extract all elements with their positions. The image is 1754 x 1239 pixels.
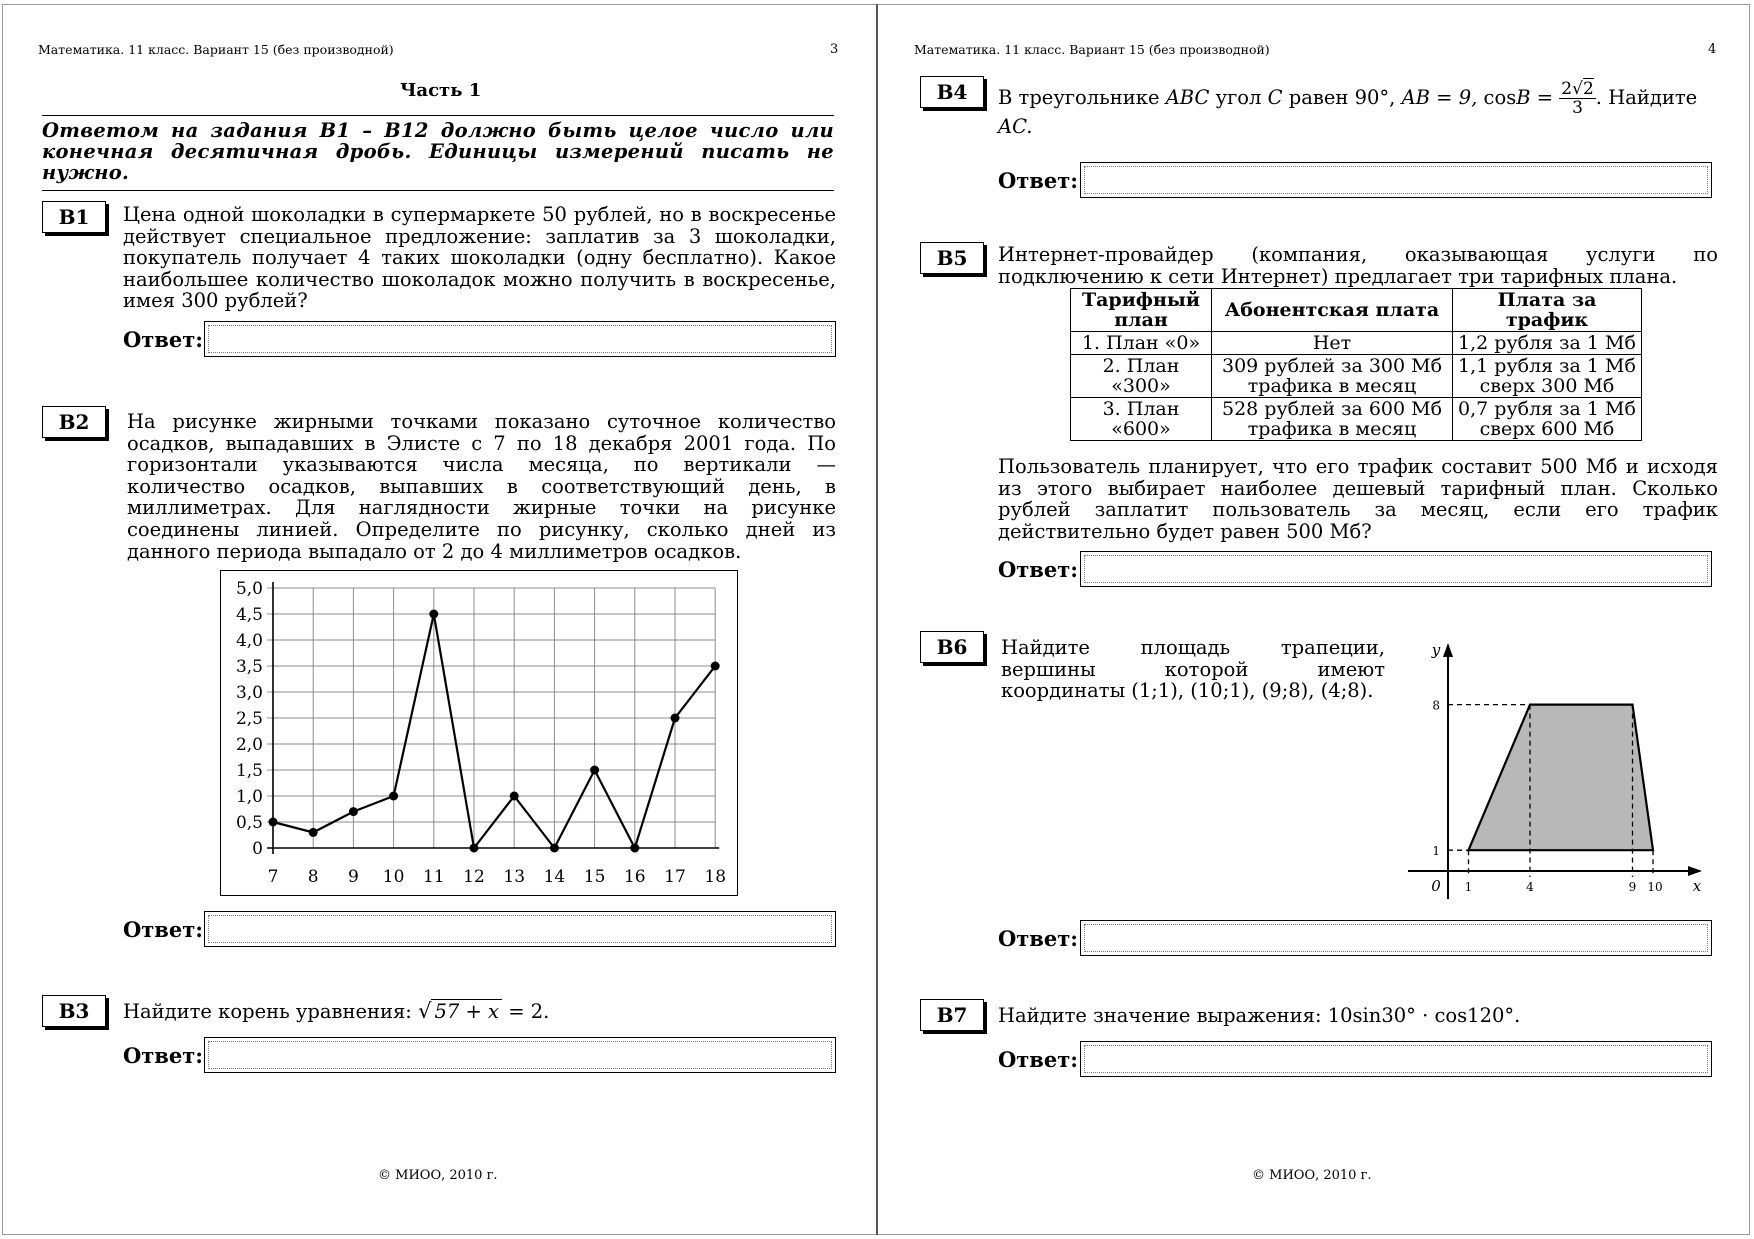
table-cell: 3. План «600»	[1071, 398, 1212, 441]
question-label-b4: B4	[920, 76, 984, 108]
b4-part3: равен 90°,	[1288, 86, 1396, 109]
table-row	[1071, 398, 1642, 441]
question-text-b7: Найдите значение выражения: 10sin30° · cos120°.	[998, 1004, 1521, 1027]
b4-ac: AC.	[998, 115, 1033, 138]
b4-fraction: $\frac{2√2}{3}$	[1561, 79, 1594, 118]
y-tick-label: 1	[1432, 844, 1440, 859]
x-tick-label: 11	[422, 867, 445, 887]
left-footer: © МИОО, 2010 г.	[378, 1168, 498, 1183]
y-tick-label: 3,0	[235, 683, 263, 703]
b4-abc: ABC	[1165, 86, 1210, 109]
table-cell: 309 рублей за 300 Мб трафика в месяц	[1212, 355, 1453, 398]
sqrt-sign: √	[418, 999, 432, 1023]
question-label-b6: B6	[920, 631, 984, 663]
x-axis-label: x	[1692, 877, 1702, 895]
answer-input-b7[interactable]	[1080, 1041, 1712, 1077]
x-tick-label: 7	[267, 867, 279, 887]
b3-text-after: = 2.	[508, 1000, 550, 1023]
left-page-number: 3	[830, 42, 839, 57]
x-tick-label: 13	[503, 867, 526, 887]
trapezoid-figure	[1388, 635, 1708, 910]
y-tick-label: 1,5	[235, 761, 263, 781]
b3-text-before: Найдите корень уравнения:	[123, 1000, 412, 1023]
question-label-b5: B5	[920, 242, 984, 274]
table-cell: 528 рублей за 600 Мб трафика в месяц	[1212, 398, 1453, 441]
rule-bottom	[42, 190, 834, 191]
table-row	[1071, 355, 1642, 398]
y-tick-label: 2,5	[235, 709, 263, 729]
answer-input-b3[interactable]	[204, 1037, 836, 1073]
b4-c: C	[1267, 86, 1283, 109]
b4-part1: В треугольнике	[998, 86, 1160, 109]
data-point	[389, 792, 398, 801]
b4-cos: cos	[1483, 86, 1517, 109]
data-point	[510, 792, 519, 801]
b4-ab: AB = 9,	[1401, 86, 1478, 109]
y-tick-label: 5,0	[235, 579, 263, 599]
question-text-b6: Найдите площадь трапеции, вершины которой имеют координаты (1;1), (10;1), (9;8), (4;8).	[1001, 636, 1385, 703]
question-text-b5-part2: Пользователь планирует, что его трафик составит 500 Мб и исходя из этого выбирает наиболее дешевый тарифный план. Сколько рублей заплатит пользователь за месяц, если его трафик действительно будет равен 500 Мб?	[998, 455, 1718, 543]
right-header: Математика. 11 класс. Вариант 15 (без производной)	[914, 42, 1270, 57]
question-text-b4	[998, 80, 1718, 153]
series-line	[273, 614, 715, 848]
answer-label-b2: Ответ:	[123, 917, 204, 942]
data-point	[590, 766, 599, 775]
x-tick-label: 12	[463, 867, 485, 887]
y-axis-arrow	[1443, 643, 1453, 657]
data-point	[269, 818, 278, 827]
left-header: Математика. 11 класс. Вариант 15 (без производной)	[38, 42, 394, 57]
x-tick-label: 18	[704, 867, 727, 887]
x-tick-label: 8	[307, 867, 319, 887]
question-text-b5: Интернет-провайдер (компания, оказывающая услуги по подключению к сети Интернет) предлагает три тарифных плана.	[998, 243, 1718, 288]
question-label-b3: B3	[42, 995, 106, 1027]
answer-label-b6: Ответ:	[998, 926, 1079, 951]
b4-part2: угол	[1215, 86, 1262, 109]
x-tick-label: 4	[1526, 880, 1534, 894]
answer-input-b2[interactable]	[204, 911, 836, 947]
precipitation-chart	[220, 570, 738, 896]
b4-cos-var: B	[1516, 86, 1531, 109]
x-tick-label: 10	[1647, 880, 1663, 894]
answer-input-b5[interactable]	[1080, 551, 1712, 587]
right-page-number: 4	[1708, 42, 1717, 57]
b3-radicand: 57 + x	[431, 999, 502, 1023]
y-tick-label: 0	[252, 839, 263, 859]
b4-frac-coef: 2	[1561, 79, 1573, 99]
y-tick-label: 0,5	[235, 813, 263, 833]
instructions: Ответом на задания В1 – В12 должно быть целое число или конечная десятичная дробь. Единицы измерений писать не нужно.	[42, 119, 834, 184]
question-text-b1: Цена одной шоколадки в супермаркете 50 рублей, но в воскресенье действует специальное предложение: заплатив за 3 шоколадки, покупатель получает 4 таких шоколадки (одну бесплатно). Какое наибольшее количество шоколадок можно получить в воскресенье, имея 300 рублей?	[123, 203, 836, 313]
table-header: Абонентская плата	[1212, 289, 1453, 332]
y-tick-label: 1,0	[235, 787, 263, 807]
table-header-row	[1071, 289, 1642, 332]
data-point	[630, 844, 639, 853]
b4-eq: =	[1536, 86, 1554, 109]
tariff-table	[1070, 288, 1642, 441]
table-cell: Нет	[1212, 332, 1453, 355]
b4-frac-rad: 2	[1582, 79, 1594, 99]
answer-label-b7: Ответ:	[998, 1047, 1079, 1072]
origin-label: 0	[1431, 877, 1441, 895]
table-header: Тарифный план	[1071, 289, 1212, 332]
y-axis-label: y	[1431, 641, 1441, 659]
data-point	[429, 610, 438, 619]
chart-svg	[221, 571, 735, 893]
data-point	[550, 844, 559, 853]
data-point	[470, 844, 479, 853]
x-tick-label: 9	[347, 867, 359, 887]
answer-label-b5: Ответ:	[998, 557, 1079, 582]
y-tick-label: 4,5	[235, 605, 263, 625]
answer-label-b1: Ответ:	[123, 327, 204, 352]
x-tick-label: 17	[664, 867, 686, 887]
y-tick-label: 2,0	[235, 735, 263, 755]
x-tick-label: 16	[623, 867, 646, 887]
trapezoid-shape	[1469, 705, 1654, 851]
question-text-b3	[123, 1001, 836, 1023]
right-footer: © МИОО, 2010 г.	[1252, 1168, 1372, 1183]
y-tick-label: 3,5	[235, 657, 263, 677]
table-cell: 0,7 рубля за 1 Мб сверх 600 Мб	[1453, 398, 1642, 441]
x-axis-arrow	[1688, 866, 1702, 876]
b4-frac-den: 3	[1572, 98, 1583, 118]
table-cell: 2. План «300»	[1071, 355, 1212, 398]
data-point	[711, 662, 720, 671]
answer-input-b1[interactable]	[204, 321, 836, 357]
right-page	[878, 0, 1754, 1239]
x-tick-label: 9	[1628, 880, 1637, 894]
table-header: Плата за трафик	[1453, 289, 1642, 332]
data-point	[349, 807, 358, 816]
x-tick-label: 14	[543, 867, 566, 887]
data-point	[309, 828, 318, 837]
table-cell: 1,2 рубля за 1 Мб	[1453, 332, 1642, 355]
y-tick-label: 4,0	[235, 631, 263, 651]
rule-top	[42, 115, 834, 116]
answer-input-b4[interactable]	[1080, 162, 1712, 198]
y-tick-label: 8	[1432, 698, 1440, 713]
question-label-b1: B1	[42, 201, 106, 233]
x-tick-label: 15	[583, 867, 606, 887]
table-row	[1071, 332, 1642, 355]
x-tick-label: 1	[1464, 880, 1473, 894]
x-tick-label: 10	[382, 867, 405, 887]
question-text-b2: На рисунке жирными точками показано суточное количество осадков, выпадавших в Элисте с 7 по 18 декабря 2001 года. По горизонтали указываются числа месяца, по вертикали — количество осадков, выпавших в соответствующий день, в миллиметрах. Для наглядности жирные точки на рисунке соединены линией. Определите по рисунку, сколько дней из данного периода выпадало от 2 до 4 миллиметров осадков.	[127, 410, 836, 563]
question-label-b7: B7	[920, 999, 984, 1031]
data-point	[671, 714, 680, 723]
left-page	[0, 0, 876, 1239]
part-title: Часть 1	[400, 80, 482, 101]
table-cell: 1. План «0»	[1071, 332, 1212, 355]
b4-end: . Найдите	[1595, 86, 1698, 109]
question-label-b2: B2	[42, 406, 106, 438]
answer-label-b4: Ответ:	[998, 168, 1079, 193]
answer-input-b6[interactable]	[1080, 920, 1712, 956]
answer-label-b3: Ответ:	[123, 1043, 204, 1068]
table-cell: 1,1 рубля за 1 Мб сверх 300 Мб	[1453, 355, 1642, 398]
